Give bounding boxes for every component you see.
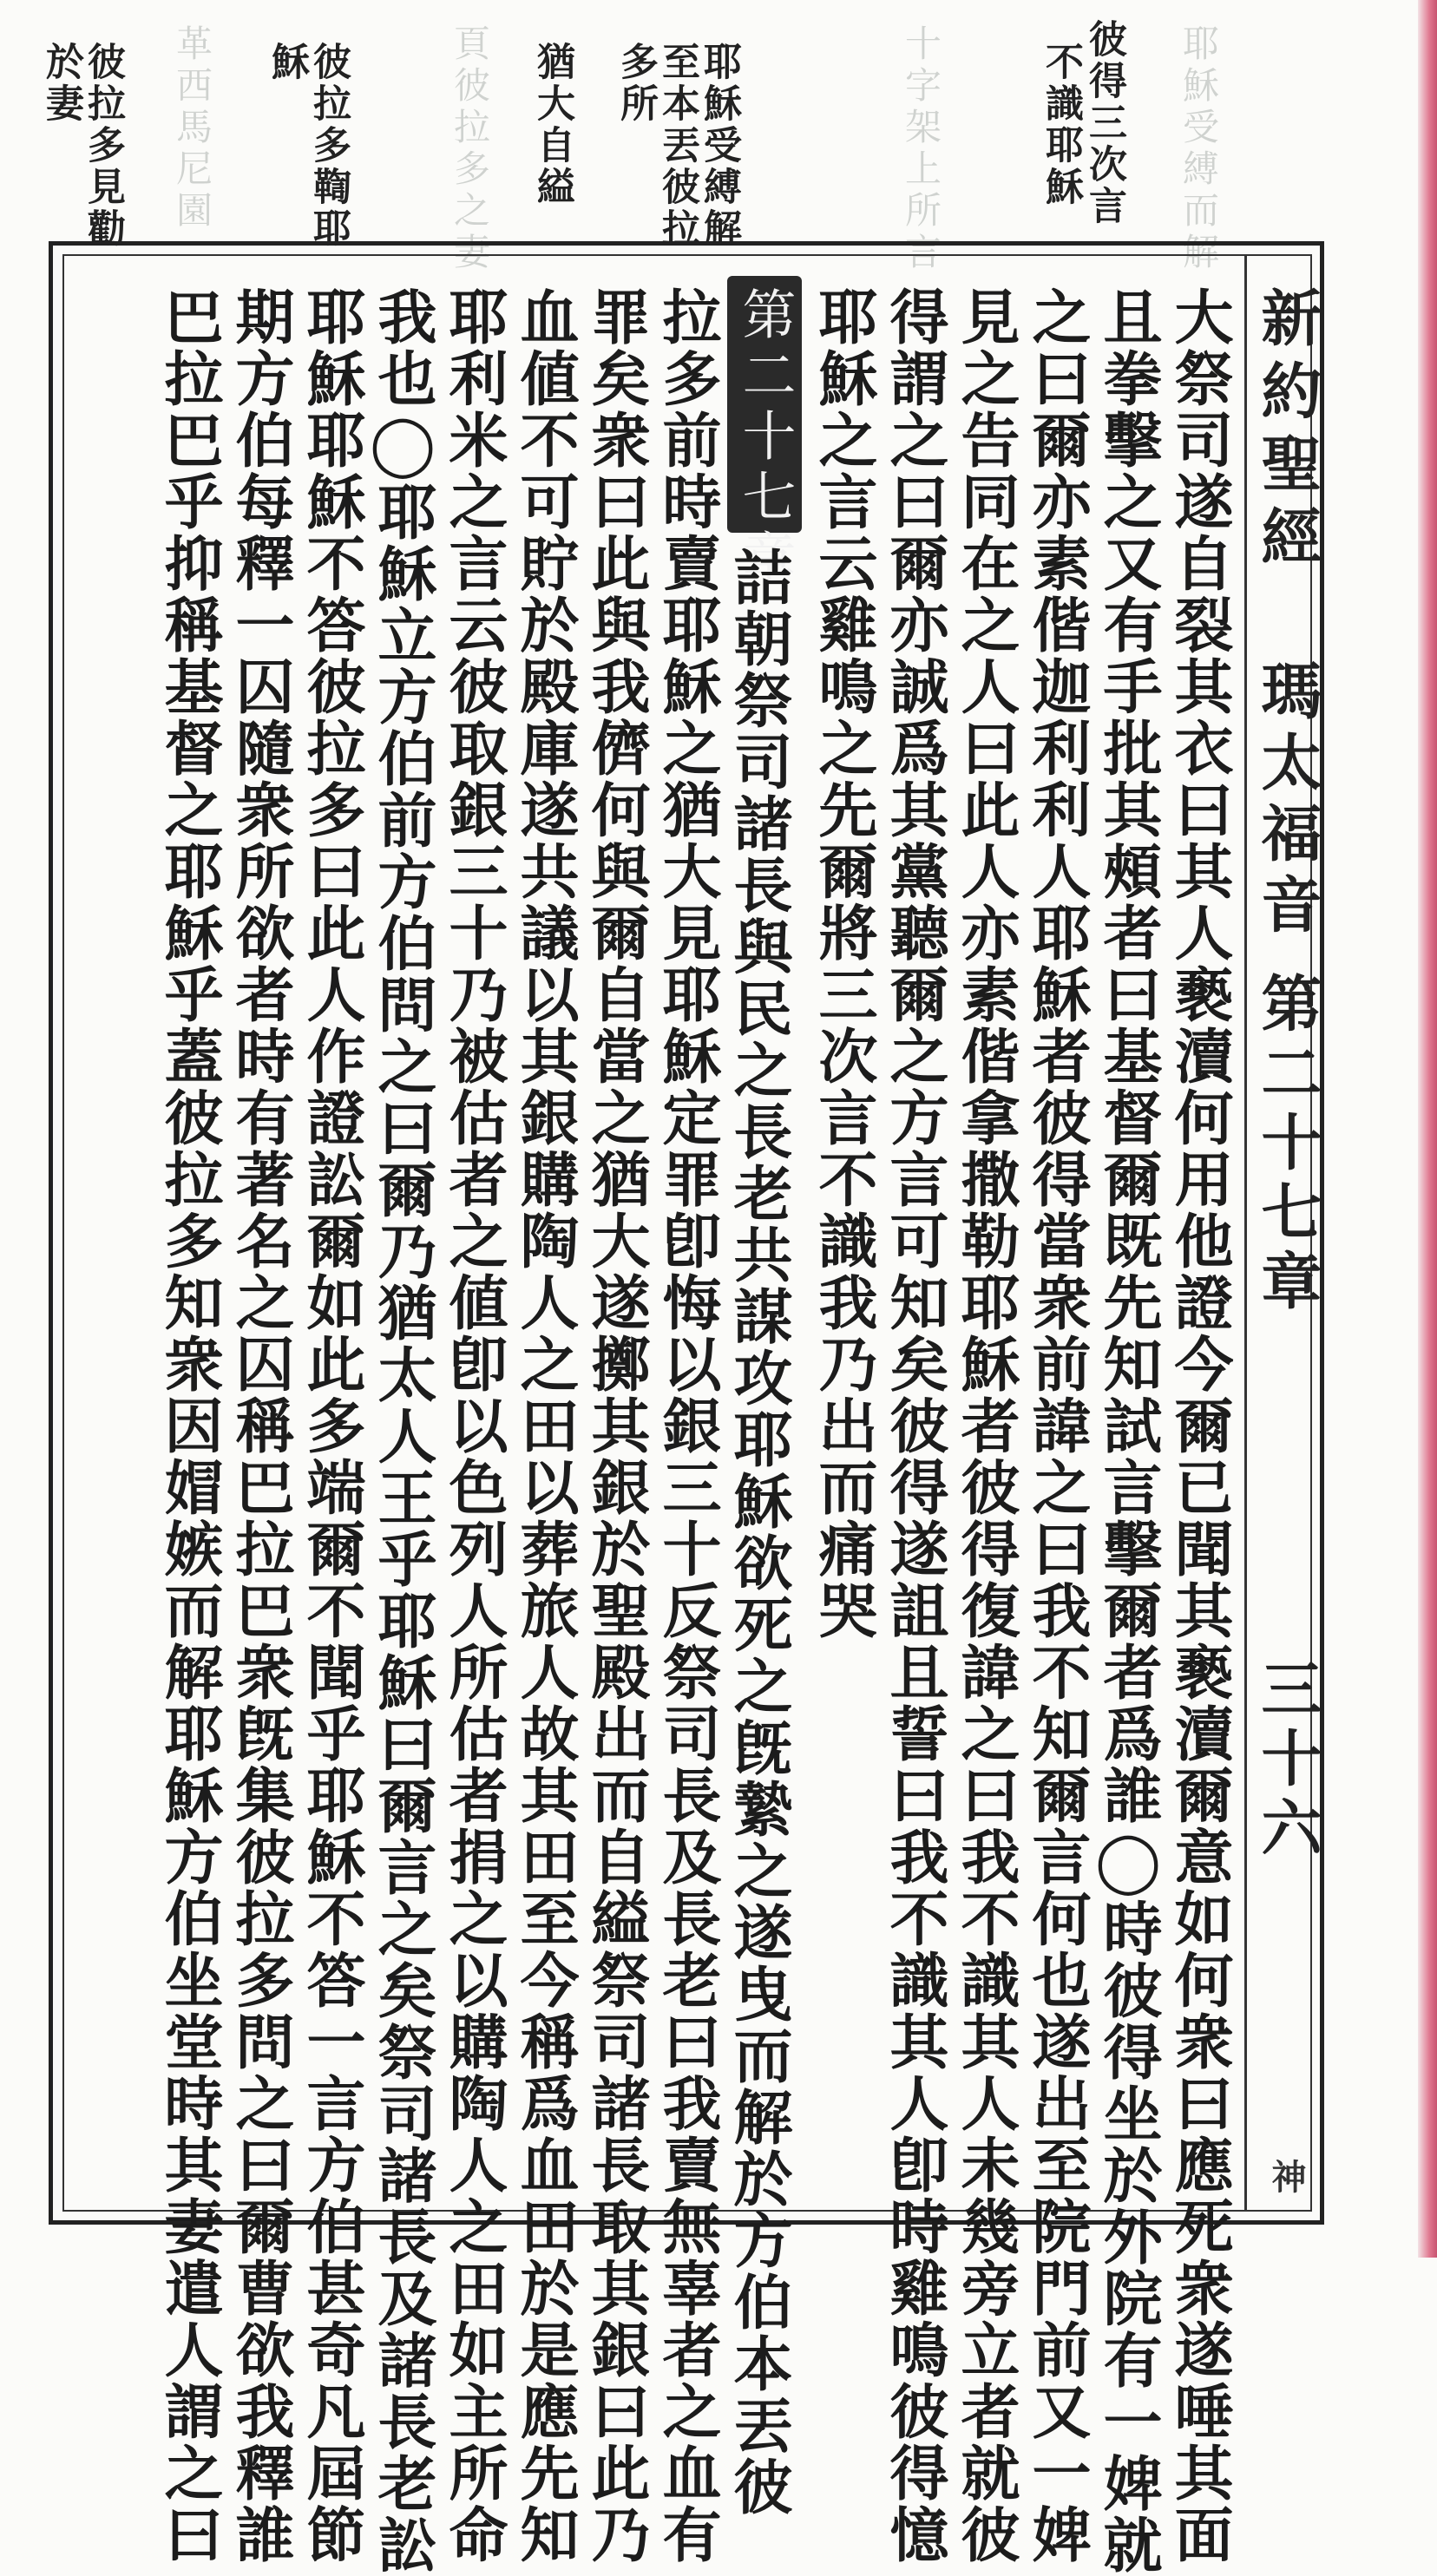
page-edge bbox=[1418, 0, 1437, 2258]
text-column: 罪矣衆曰此與我儕何與爾自當之猶大遂擲其銀於聖殿出而自縊祭司諸長取其銀曰此乃 bbox=[581, 286, 651, 2566]
text-column: 見之告同在之人曰此人亦素偕拿撒勒耶穌者彼得復諱之曰我不識其人未幾旁立者就彼 bbox=[951, 286, 1020, 2566]
text-column: 詰朝祭司諸長與民之長老共謀攻耶穌欲死之旣縶之遂曳而解於方伯本丟彼 bbox=[724, 547, 793, 2518]
margin-note: 穌 bbox=[265, 42, 309, 83]
book-title: 新約聖經 bbox=[1251, 286, 1323, 578]
text-column: 大祭司遂自裂其衣曰其人褻瀆何用他證今爾已聞其褻瀆爾意如何衆曰應死衆遂唾其面 bbox=[1165, 286, 1234, 2566]
text-column: 得謂之曰爾亦誠爲其黨聽爾之方言可知矣彼得遂詛且誓曰我不識其人卽時雞鳴彼得憶 bbox=[880, 286, 949, 2566]
margin-note: 彼拉多鞫耶 bbox=[306, 42, 351, 250]
text-column: 之曰爾亦素偕迦利利人耶穌者彼得當衆前諱之曰我不知爾言何也遂出至院門前又一婢 bbox=[1022, 286, 1092, 2566]
text-column: 且拳擊之又有手批其頰者曰基督爾既先知試言擊爾者爲誰◯時彼得坐於外院有一婢就 bbox=[1093, 286, 1163, 2576]
text-column: 期方伯每釋一囚隨衆所欲者時有著名之囚稱巴拉巴衆旣集彼拉多問之曰爾曹欲我釋誰 bbox=[226, 286, 295, 2566]
margin-note: 不識耶穌 bbox=[1039, 42, 1083, 208]
bleed-column: 頁彼拉多之妻 bbox=[449, 24, 491, 274]
margin-note: 耶穌受縛解 bbox=[697, 42, 741, 250]
margin-note: 猶大自縊 bbox=[530, 42, 574, 208]
text-column: 拉多前時賣耶穌之猶大見耶穌定罪卽悔以銀三十反祭司長及長老曰我賣無辜者之血有 bbox=[653, 286, 722, 2566]
text-column: 耶利米之言云彼取銀三十乃被估者之値卽以色列人所估者捐之以購陶人之田如主所命 bbox=[439, 286, 509, 2566]
chapter-badge bbox=[727, 276, 802, 590]
margin-note: 多所 bbox=[614, 42, 658, 125]
chapter-heading: 第二十七章 bbox=[1251, 972, 1323, 1319]
footer-mark: 神 bbox=[1266, 2159, 1307, 2193]
text-column: 耶穌耶穌不答彼拉多曰此人作證訟爾如此多端爾不聞乎耶穌不答一言方伯甚奇凡屆節 bbox=[297, 286, 366, 2566]
margin-note: 至本丟彼拉 bbox=[655, 42, 699, 250]
margin-note: 於妻 bbox=[39, 42, 83, 125]
chapter-badge-label: 第二十七章 bbox=[733, 286, 797, 590]
bleed-column: 十字架上所言 bbox=[900, 24, 942, 274]
text-column: 我也◯耶穌立方伯前方伯問之曰爾乃猶太人王乎耶穌曰爾言之矣祭司諸長及諸長老訟 bbox=[368, 286, 437, 2576]
margin-note: 彼得三次言 bbox=[1082, 19, 1126, 227]
text-column: 耶穌之言云雞鳴之先爾將三次言不識我乃出而痛哭 bbox=[809, 286, 878, 1642]
page-number: 三十六 bbox=[1251, 1657, 1323, 1865]
text-column: 血値不可貯於殿庫遂共議以其銀購陶人之田以葬旅人故其田至今稱爲血田於是應先知 bbox=[510, 286, 580, 2566]
header-rule bbox=[1244, 254, 1247, 2212]
gospel-title: 瑪太福音 bbox=[1251, 659, 1323, 944]
margin-note: 彼拉多見勸 bbox=[81, 42, 125, 250]
bleed-column: 革西馬尼園 bbox=[171, 24, 213, 233]
text-column: 巴拉巴乎抑稱基督之耶穌乎蓋彼拉多知衆因媢嫉而解耶穌方伯坐堂時其妻遣人謂之曰 bbox=[154, 286, 224, 2566]
bleed-column: 耶穌受縛而解 bbox=[1178, 24, 1220, 274]
